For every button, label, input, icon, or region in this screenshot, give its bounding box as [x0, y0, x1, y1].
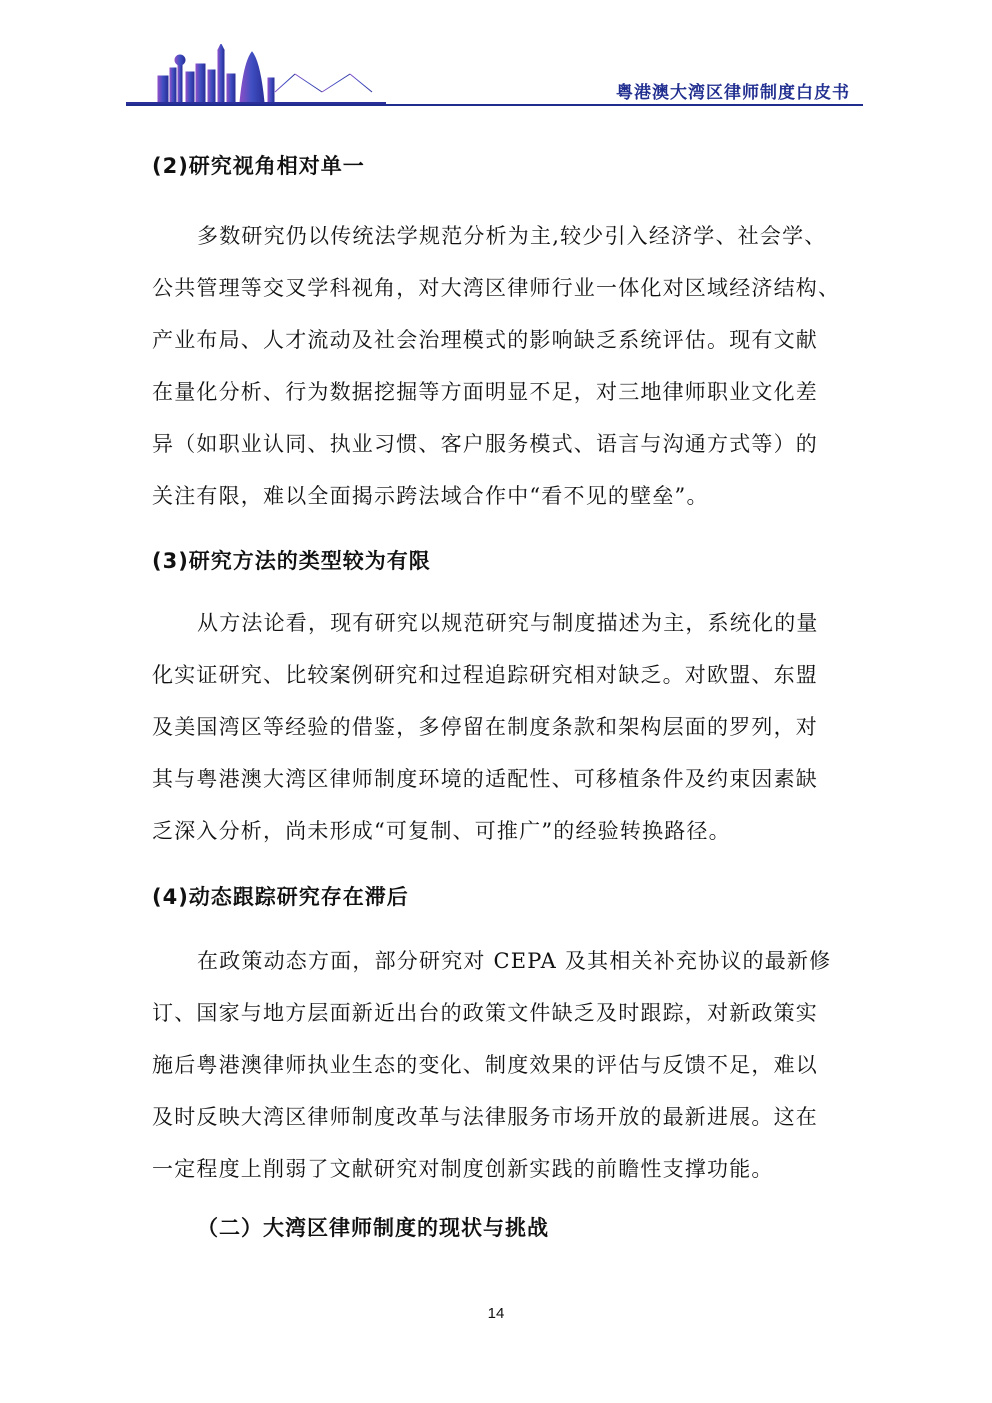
paragraph-line: 从方法论看，现有研究以规范研究与制度描述为主，系统化的量: [197, 611, 819, 635]
paragraph-line: 多数研究仍以传统法学规范分析为主,较少引入经济学、社会学、: [197, 224, 827, 248]
header-rule: [126, 104, 863, 106]
section-heading: (4)动态跟踪研究存在滞后: [152, 885, 409, 909]
paragraph-line: 产业布局、人才流动及社会治理模式的影响缺乏系统评估。现有文献: [152, 328, 818, 352]
paragraph-line: 化实证研究、比较案例研究和过程追踪研究相对缺乏。对欧盟、东盟: [152, 663, 818, 687]
section-paragraph: [152, 597, 852, 857]
paragraph-line: 在量化分析、行为数据挖掘等方面明显不足，对三地律师职业文化差: [152, 380, 818, 404]
paragraph-line: 公共管理等交叉学科视角，对大湾区律师行业一体化对区域经济结构、: [152, 276, 841, 300]
paragraph-line: 在政策动态方面，部分研究对 CEPA 及其相关补充协议的最新修: [197, 949, 832, 973]
paragraph-line: 一定程度上削弱了文献研究对制度创新实践的前瞻性支撑功能。: [152, 1157, 774, 1181]
paragraph-line: 其与粤港澳大湾区律师制度环境的适配性、可移植条件及约束因素缺: [152, 767, 818, 791]
section-heading: (2)研究视角相对单一: [152, 154, 365, 178]
city-skyline-logo: [120, 44, 390, 106]
section-heading: (3)研究方法的类型较为有限: [152, 549, 431, 573]
paragraph-line: 关注有限，难以全面揭示跨法域合作中“看不见的壁垒”。: [152, 484, 709, 508]
paragraph-line: 及美国湾区等经验的借鉴，多停留在制度条款和架构层面的罗列，对: [152, 715, 818, 739]
page-number: 14: [487, 1305, 505, 1322]
document-title: 粤港澳大湾区律师制度白皮书: [616, 83, 850, 103]
page-header: [0, 0, 992, 110]
subsection-heading: （二）大湾区律师制度的现状与挑战: [197, 1216, 549, 1240]
paragraph-line: 订、国家与地方层面新近出台的政策文件缺乏及时跟踪，对新政策实: [152, 1001, 818, 1025]
paragraph-line: 及时反映大湾区律师制度改革与法律服务市场开放的最新进展。这在: [152, 1105, 818, 1129]
paragraph-line: 施后粤港澳律师执业生态的变化、制度效果的评估与反馈不足，难以: [152, 1053, 818, 1077]
paragraph-line: 异（如职业认同、执业习惯、客户服务模式、语言与沟通方式等）的: [152, 432, 818, 456]
section-paragraph: [152, 935, 852, 1195]
paragraph-line: 乏深入分析，尚未形成“可复制、可推广”的经验转换路径。: [152, 819, 731, 843]
section-paragraph: [152, 210, 852, 522]
